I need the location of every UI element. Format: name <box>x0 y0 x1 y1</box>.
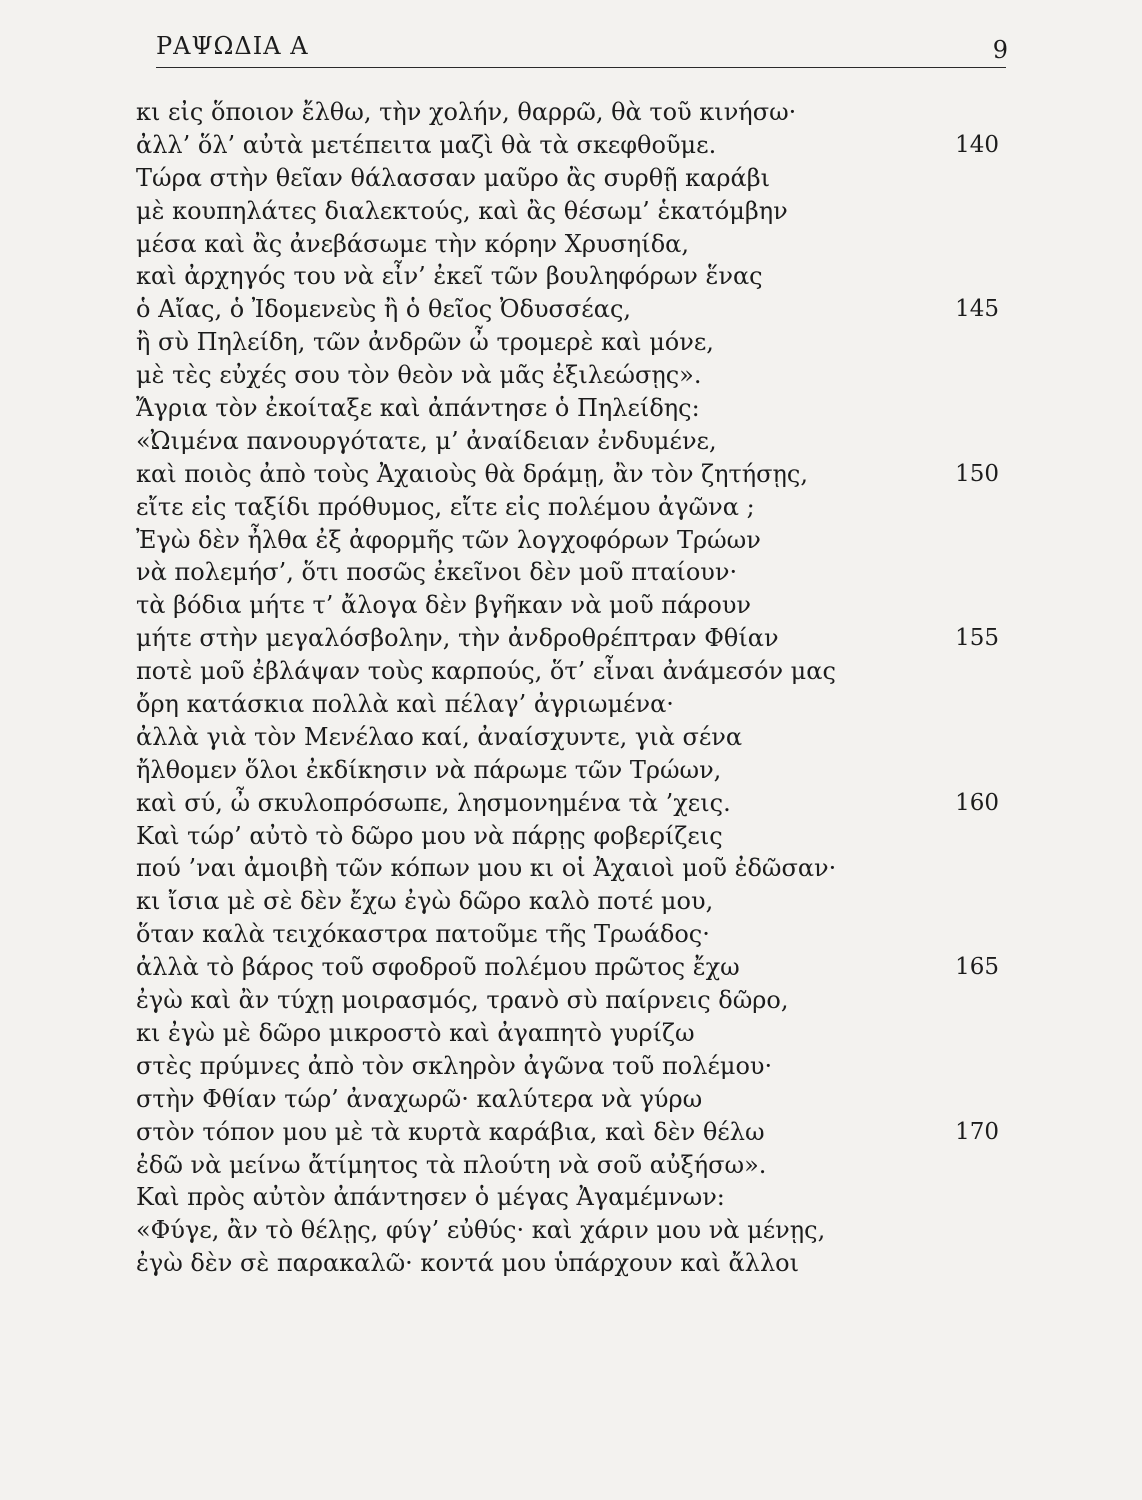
verse-text: ἢ σὺ Πηλείδη, τῶν ἀνδρῶν ὦ τρομερὲ καὶ μόνε, <box>136 328 714 357</box>
verse-text: ὄρη κατάσκια πολλὰ καὶ πέλαγ’ ἀγριωμένα· <box>136 690 674 719</box>
verse-text: ὁ Αἴας, ὁ Ἰδομενεὺς ἢ ὁ θεῖος Ὀδυσσέας, <box>136 295 632 324</box>
verse-line <box>0 359 1142 392</box>
verse-text: ἀλλ’ ὅλ’ αὐτὰ μετέπειτα μαζὶ θὰ τὰ σκεφθοῦμε. <box>136 130 717 159</box>
verse-text: Τώρα στὴν θεῖαν θάλασσαν μαῦρο ἂς συρθῇ καράβι <box>136 163 770 192</box>
running-header <box>148 22 1008 70</box>
verse-number: 140 <box>955 131 999 158</box>
verse-number: 170 <box>955 1118 999 1145</box>
verse-line <box>0 260 1142 293</box>
verse-text: «Ὠιμένα πανουργότατε, μ’ ἀναίδειαν ἐνδυμένε, <box>136 426 717 455</box>
header-rule <box>156 67 1006 68</box>
verse-line <box>0 491 1142 524</box>
verse-line <box>0 1017 1142 1050</box>
verse-text: ἤλθομεν ὅλοι ἐκδίκησιν νὰ πάρωμε τῶν Τρώων, <box>136 755 722 784</box>
verse-line <box>0 1116 1142 1149</box>
verse-text: Καὶ πρὸς αὐτὸν ἀπάντησεν ὁ μέγας Ἀγαμέμνων: <box>136 1183 725 1212</box>
verse-line <box>0 589 1142 622</box>
verse-line <box>0 425 1142 458</box>
verse-text: νὰ πολεμήσ’, ὅτι ποσῶς ἐκεῖνοι δὲν μοῦ πταίουν· <box>136 558 738 587</box>
verse-line <box>0 688 1142 721</box>
verse-line <box>0 754 1142 787</box>
verse-line <box>0 655 1142 688</box>
verse-line <box>0 195 1142 228</box>
verse-number: 155 <box>955 625 999 652</box>
verse-line <box>0 1214 1142 1247</box>
verse-number: 160 <box>955 789 999 816</box>
verse-line <box>0 392 1142 425</box>
verse-line <box>0 1247 1142 1280</box>
verse-text: κι ἴσια μὲ σὲ δὲν ἔχω ἐγὼ δῶρο καλὸ ποτέ μου, <box>136 887 714 916</box>
verse-line <box>0 1050 1142 1083</box>
verse-line <box>0 622 1142 655</box>
verse-line <box>0 1149 1142 1182</box>
verse-line <box>0 228 1142 261</box>
verse-text: ἐγὼ δὲν σὲ παρακαλῶ· κοντά μου ὑπάρχουν καὶ ἄλλοι <box>136 1249 800 1278</box>
verse-line <box>0 556 1142 589</box>
verse-text: μέσα καὶ ἂς ἀνεβάσωμε τὴν κόρην Χρυσηίδα, <box>136 229 689 258</box>
verse-text: μὲ τὲς εὐχές σου τὸν θεὸν νὰ μᾶς ἐξιλεώσῃς». <box>136 361 702 390</box>
verse-text: μήτε στὴν μεγαλόσβολην, τὴν ἀνδροθρέπτραν Φθίαν <box>136 624 779 653</box>
verse-line <box>0 326 1142 359</box>
verse-line <box>0 918 1142 951</box>
verse-line <box>0 787 1142 820</box>
verse-text: στὸν τόπον μου μὲ τὰ κυρτὰ καράβια, καὶ δὲν θέλω <box>136 1117 765 1146</box>
verse-line <box>0 524 1142 557</box>
verse-text: καὶ σύ, ὦ σκυλοπρόσωπε, λησμονημένα τὰ ’χεις. <box>136 788 731 817</box>
verse-number: 150 <box>955 460 999 487</box>
verse-line <box>0 984 1142 1017</box>
verse-line <box>0 96 1142 129</box>
verse-text: Ἄγρια τὸν ἐκοίταξε καὶ ἀπάντησε ὁ Πηλείδης: <box>136 394 700 423</box>
verse-number: 165 <box>955 954 999 981</box>
verse-line <box>0 852 1142 885</box>
verse-line <box>0 293 1142 326</box>
verse-line <box>0 820 1142 853</box>
verse-text: ὅταν καλὰ τειχόκαστρα πατοῦμε τῆς Τρωάδος· <box>136 920 710 949</box>
verse-line <box>0 458 1142 491</box>
verse-text: ἀλλὰ τὸ βάρος τοῦ σφοδροῦ πολέμου πρῶτος ἔχω <box>136 953 740 982</box>
verse-text: Καὶ τώρ’ αὐτὸ τὸ δῶρο μου νὰ πάρῃς φοβερίζεις <box>136 821 723 850</box>
verse-text: ἀλλὰ γιὰ τὸν Μενέλαο καί, ἀναίσχυντε, γιὰ σένα <box>136 722 743 751</box>
verse-text: στὲς πρύμνες ἀπὸ τὸν σκληρὸν ἀγῶνα τοῦ πολέμου· <box>136 1051 773 1080</box>
verse-line <box>0 162 1142 195</box>
verse-text: ἐγὼ καὶ ἂν τύχῃ μοιρασμός, τρανὸ σὺ παίρνεις δῶρο, <box>136 986 789 1015</box>
verse-text: «Φύγε, ἂν τὸ θέλῃς, φύγ’ εὐθύς· καὶ χάριν μου νὰ μένῃς, <box>136 1216 826 1245</box>
page-number: 9 <box>992 36 1008 64</box>
verse-number: 145 <box>955 296 999 323</box>
verse-text: Ἐγὼ δὲν ἦλθα ἐξ ἀφορμῆς τῶν λογχοφόρων Τρώων <box>136 525 761 554</box>
verse-text: ποτὲ μοῦ ἐβλάψαν τοὺς καρπούς, ὅτ’ εἶναι ἀνάμεσόν μας <box>136 657 836 686</box>
verse-text: ἐδῶ νὰ μείνω ἄτίμητος τὰ πλούτη νὰ σοῦ αὐξήσω». <box>136 1150 767 1179</box>
verse-line <box>0 1083 1142 1116</box>
verse-line <box>0 129 1142 162</box>
verse-text: τὰ βόδια μήτε τ’ ἄλογα δὲν βγῆκαν νὰ μοῦ πάρουν <box>136 591 752 620</box>
verse-text: κι εἰς ὅποιον ἔλθω, τὴν χολήν, θαρρῶ, θὰ τοῦ κινήσω· <box>136 98 797 126</box>
verse-line <box>0 885 1142 918</box>
verse-block <box>0 96 1142 1280</box>
verse-text: μὲ κουπηλάτες διαλεκτούς, καὶ ἂς θέσωμ’ ἑκατόμβην <box>136 196 788 225</box>
verse-line <box>0 951 1142 984</box>
verse-text: πού ’ναι ἀμοιβὴ τῶν κόπων μου κι οἱ Ἀχαιοὶ μοῦ ἐδῶσαν· <box>136 854 837 883</box>
verse-text: καὶ ποιὸς ἀπὸ τοὺς Ἀχαιοὺς θὰ δράμῃ, ἂν τὸν ζητήσῃς, <box>136 459 808 488</box>
verse-text: καὶ ἀρχηγός του νὰ εἶν’ ἐκεῖ τῶν βουληφόρων ἕνας <box>136 262 763 291</box>
chapter-title: ΡΑΨΩΔΙΑ Α <box>156 32 309 60</box>
verse-text: εἴτε εἰς ταξίδι πρόθυμος, εἴτε εἰς πολέμου ἀγῶνα ; <box>136 492 755 521</box>
verse-line <box>0 1181 1142 1214</box>
verse-text: κι ἐγὼ μὲ δῶρο μικροστὸ καὶ ἀγαπητὸ γυρίζω <box>136 1018 695 1047</box>
verse-text: στὴν Φθίαν τώρ’ ἀναχωρῶ· καλύτερα νὰ γύρω <box>136 1084 703 1113</box>
verse-line <box>0 721 1142 754</box>
